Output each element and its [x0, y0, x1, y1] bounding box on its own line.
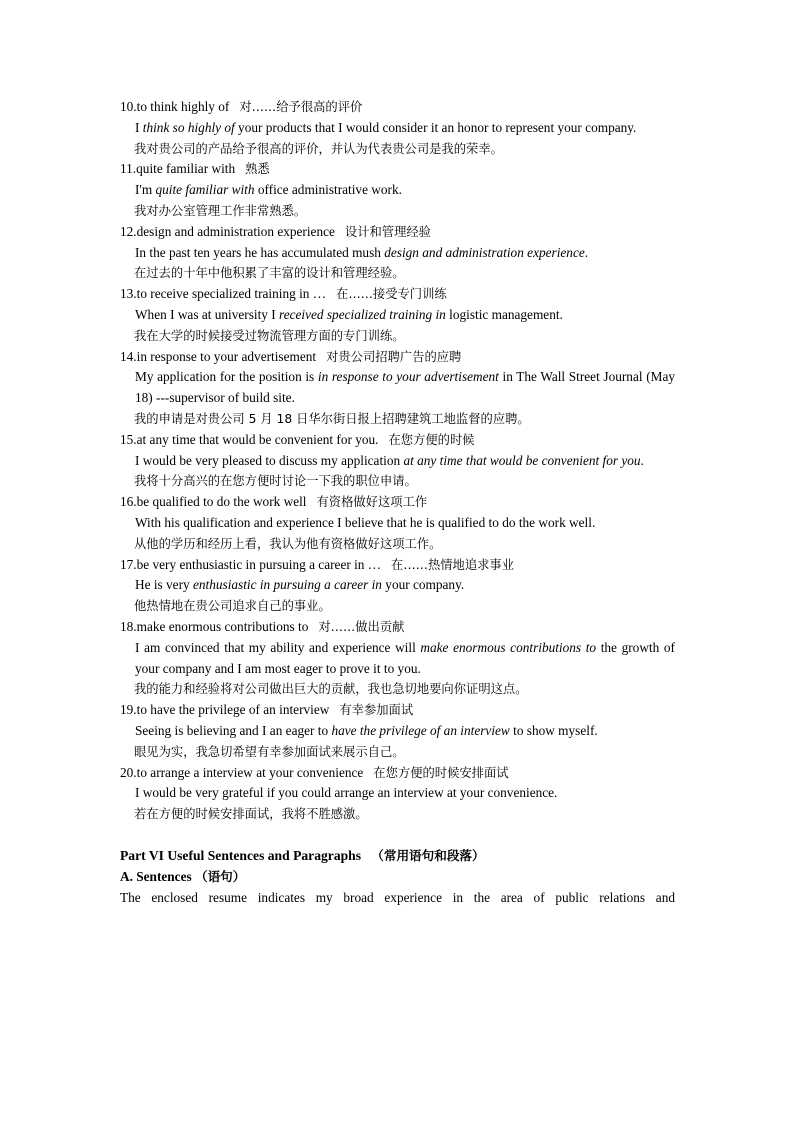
phrase-number: 15. [120, 431, 137, 447]
example-sentence [120, 783, 675, 804]
example-text: logistic management. [445, 306, 563, 322]
phrase-text: at any time that would be convenient for you. [136, 431, 379, 447]
phrase-number: 20. [120, 764, 137, 780]
phrase-number: 10. [120, 99, 137, 114]
phrase-heading [120, 700, 675, 721]
example-sentence [120, 638, 675, 680]
example-sentence [120, 513, 675, 534]
chinese-translation: 他热情地在贵公司追求自己的事业。 [134, 599, 331, 614]
example-highlight: received specialized training in [279, 306, 446, 322]
phrase-text: design and administration experience [136, 223, 335, 239]
phrase-text: make enormous contributions to [136, 618, 309, 634]
phrase-heading [120, 617, 675, 638]
example-text: in The Wall Street Journal (May 18) ---supervisor of build site. [135, 369, 675, 406]
section-title: A. Sentences [120, 868, 192, 884]
chinese-translation: 我将十分高兴的在您方便时讨论一下我的职位申请。 [134, 474, 417, 489]
chinese-translation: 我在大学的时候接受过物流管理方面的专门训练。 [134, 328, 405, 343]
phrase-chinese-gloss: 在……热情地追求事业 [391, 557, 515, 572]
phrase-heading [120, 222, 675, 243]
phrase-entry [120, 555, 675, 617]
example-text: . [640, 452, 644, 468]
example-sentence [120, 243, 675, 264]
phrase-number: 17. [120, 556, 137, 572]
phrase-text: to think highly of [136, 99, 230, 114]
example-text: In the past ten years he has accumulated mush [135, 244, 385, 260]
phrase-number: 18. [120, 618, 137, 634]
phrase-entry [120, 430, 675, 492]
example-text: the growth of your company and I am most eager to prove it to you. [135, 639, 675, 676]
example-text: Seeing is believing and I an eager to [135, 722, 332, 738]
phrase-entry [120, 492, 675, 554]
phrase-text: be qualified to do the work well [136, 494, 307, 510]
example-sentence [120, 118, 675, 139]
chinese-translation: 我的能力和经验将对公司做出巨大的贡献，我也急切地要向你证明这点。 [134, 682, 528, 697]
phrase-entry [120, 763, 675, 825]
example-text: office administrative work. [254, 182, 402, 198]
phrase-heading [120, 347, 675, 368]
phrase-text: in response to your advertisement [136, 348, 317, 364]
example-text: He is very [135, 577, 193, 593]
example-text: I'm [135, 182, 156, 198]
example-sentence [120, 575, 675, 596]
phrase-number: 12. [120, 223, 137, 239]
example-highlight: make enormous contributions to [420, 639, 597, 655]
chinese-translation: 从他的学历和经历上看，我认为他有资格做好这项工作。 [134, 536, 442, 551]
phrase-chinese-gloss: 熟悉 [245, 162, 270, 177]
part-heading [120, 845, 675, 867]
example-text: I am convinced that my ability and experience will [135, 639, 421, 655]
chinese-translation: 眼见为实，我急切希望有幸参加面试来展示自己。 [134, 744, 405, 759]
example-text: My application for the position is [135, 369, 318, 385]
phrase-heading [120, 97, 675, 118]
phrase-text: quite familiar with [136, 161, 236, 177]
example-text: When I was at university I [135, 306, 280, 322]
example-highlight: enthusiastic in pursuing a career in [192, 577, 382, 593]
chinese-translation: 我的申请是对贵公司 5 月 18 日华尔街日报上招聘建筑工地监督的应聘。 [134, 411, 530, 426]
phrase-number: 11. [120, 161, 137, 177]
phrase-chinese-gloss: 对……做出贡献 [318, 619, 405, 634]
phrase-text: to receive specialized training in … [136, 286, 327, 302]
phrase-heading [120, 492, 675, 513]
phrase-number: 16. [120, 494, 137, 510]
example-text: your company. [381, 577, 465, 593]
phrase-text: to have the privilege of an interview [136, 702, 330, 718]
chinese-translation: 我对办公室管理工作非常熟悉。 [134, 203, 307, 218]
phrase-chinese-gloss: 有资格做好这项工作 [316, 495, 428, 510]
phrase-chinese-gloss: 对贵公司招聘广告的应聘 [326, 349, 462, 364]
section-title-chinese: （语句） [194, 868, 246, 884]
phrase-chinese-gloss: 有幸参加面试 [339, 703, 414, 718]
example-highlight: in response to your advertisement [317, 369, 499, 385]
phrase-heading [120, 555, 675, 576]
phrase-chinese-gloss: 在您方便的时候安排面试 [373, 765, 509, 780]
phrase-entry [120, 284, 675, 346]
phrase-chinese-gloss: 设计和管理经验 [344, 224, 431, 239]
example-sentence [120, 180, 675, 201]
phrase-chinese-gloss: 在您方便的时候 [388, 432, 475, 447]
page-content [120, 97, 675, 908]
example-text: I would be very grateful if you could arrange an interview at your convenience. [135, 785, 558, 801]
part-title: Part VI Useful Sentences and Paragraphs [120, 847, 362, 863]
phrase-chinese-gloss: 在……接受专门训练 [336, 287, 447, 302]
chinese-translation: 我对贵公司的产品给予很高的评价，并认为代表贵公司是我的荣幸。 [134, 141, 503, 156]
example-highlight: design and administration experience [384, 244, 585, 260]
example-sentence [120, 305, 675, 326]
phrase-entry [120, 617, 675, 700]
example-text: your products that I would consider it an honor to represent your company. [234, 119, 637, 135]
phrase-entry [120, 97, 675, 159]
phrase-text: to arrange a interview at your convenience [136, 764, 364, 780]
example-highlight: quite familiar with [155, 182, 255, 198]
phrase-entry [120, 347, 675, 430]
example-text: I would be very pleased to discuss my application [135, 452, 404, 468]
example-sentence [120, 451, 675, 472]
phrase-heading [120, 430, 675, 451]
body-paragraph: The enclosed resume indicates my broad experience in the area of public relations and [120, 889, 675, 905]
example-highlight: have the privilege of an interview [331, 722, 510, 738]
phrase-entry [120, 222, 675, 284]
example-text: With his qualification and experience I believe that he is qualified to do the work well. [135, 514, 596, 530]
phrase-number: 13. [120, 286, 137, 302]
example-highlight: think so highly of [142, 119, 235, 135]
example-text: . [584, 244, 589, 260]
phrase-text: be very enthusiastic in pursuing a career in … [136, 556, 382, 572]
example-text: I [135, 119, 143, 135]
part-title-chinese: （常用语句和段落） [371, 847, 485, 863]
section-heading [120, 867, 675, 888]
example-text: to show myself. [509, 722, 598, 738]
phrase-heading [120, 284, 675, 305]
example-sentence [120, 367, 675, 409]
phrase-entry [120, 700, 675, 762]
example-highlight: at any time that would be convenient for you [403, 452, 641, 468]
phrase-entry [120, 159, 675, 221]
phrase-chinese-gloss: 对……给予很高的评价 [239, 100, 363, 114]
phrase-heading [120, 159, 675, 180]
chinese-translation: 若在方便的时候安排面试，我将不胜感激。 [134, 807, 368, 822]
chinese-translation: 在过去的十年中他积累了丰富的设计和管理经验。 [134, 266, 405, 281]
phrase-heading [120, 763, 675, 784]
phrase-number: 19. [120, 702, 137, 718]
example-sentence [120, 721, 675, 742]
phrase-number: 14. [120, 348, 137, 364]
